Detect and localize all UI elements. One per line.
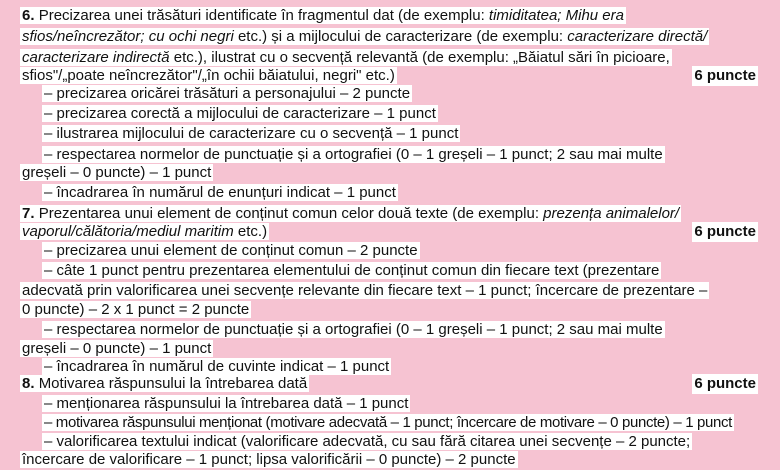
item-6-points: 6 puncte (694, 67, 756, 84)
item-8-criterion: – valorificarea textului indicat (valorificare adecvată, cu sau fără citarea unei secvențe – 2 puncte; (44, 433, 691, 450)
item-6-line-2: sfios/neîncrezător; cu ochi negri etc.) și a mijlocului de caracterizare (de exemplu: caracterizare directă/ (22, 28, 708, 45)
item-6-criterion: – încadrarea în numărul de enunțuri indicat – 1 punct (44, 184, 396, 201)
item-7-criterion: – câte 1 punct pentru prezentarea elementului de conținut comun din fiecare text (prezentare (44, 262, 660, 279)
item-6-criterion: – ilustrarea mijlocului de caracterizare cu o secvență – 1 punct (44, 125, 459, 142)
item-7-line-2: vaporul/călătoria/mediul maritim etc.) 6 puncte (22, 223, 756, 240)
item-7-criterion: – respectarea normelor de punctuație și a ortografiei (0 – 1 greșeli – 1 punct; 2 sau mai multe (44, 321, 663, 338)
item-7-criterion: greșeli – 0 puncte) – 1 punct (22, 340, 212, 357)
item-6-line-4: sfios"/„poate neîncrezător"/„în ochii băiatului, negri" etc.) 6 puncte (22, 67, 756, 84)
item-6-criterion: – respectarea normelor de punctuație și a ortografiei (0 – 1 greșeli – 1 punct; 2 sau mai multe (44, 146, 663, 163)
item-7-criterion: 0 puncte) – 2 x 1 punct = 2 puncte (22, 301, 250, 318)
item-8-number: 8. (22, 375, 35, 392)
item-7-criterion: – încadrarea în numărul de cuvinte indicat – 1 punct (44, 358, 390, 375)
item-7-criterion: adecvată prin valorificarea unei secvențe relevante din fiecare text – 1 punct; încercare de prezentare – (22, 282, 708, 299)
item-6-line-3: caracterizare indirectă etc.), ilustrat cu o secvență relevantă (de exemplu: „Băiatul sări în picioare, (22, 49, 670, 66)
item-6-number: 6. (22, 7, 35, 24)
item-6-criterion: greșeli – 0 puncte) – 1 punct (22, 164, 212, 181)
item-7-number: 7. (22, 205, 35, 222)
item-8-criterion: încercare de valorificare – 1 punct; lipsa valorificării – 0 puncte) – 2 puncte (22, 451, 516, 468)
item-7-line-1: 7. Prezentarea unui element de conținut comun celor două texte (de exemplu: prezența animalelor/ (22, 205, 680, 222)
item-6-criterion: – precizarea oricărei trăsături a personajului – 2 puncte (44, 85, 411, 102)
item-6-line-1: 6. Precizarea unei trăsături identificate în fragmentul dat (de exemplu: timiditatea; Mihu era (22, 7, 624, 24)
item-8-line-1: 8. Motivarea răspunsului la întrebarea dată 6 puncte (22, 375, 756, 392)
item-8-criterion: – motivarea răspunsului menționat (motivare adecvată – 1 punct; încercare de motivare – 0 puncte) – 1 punct (44, 414, 732, 431)
item-8-points: 6 puncte (694, 375, 756, 392)
item-7-criterion: – precizarea unui element de conținut comun – 2 puncte (44, 242, 418, 259)
item-6-criterion: – precizarea corectă a mijlocului de caracterizare – 1 punct (44, 105, 436, 122)
item-8-criterion: – menționarea răspunsului la întrebarea dată – 1 punct (44, 395, 409, 412)
item-7-points: 6 puncte (694, 223, 756, 240)
